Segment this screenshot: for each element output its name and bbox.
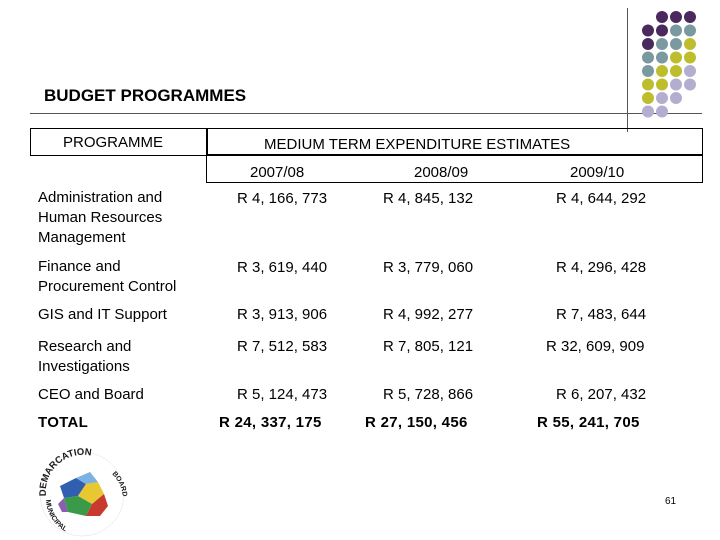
decorative-dot — [656, 92, 668, 104]
value-cell: R 6, 207, 432 — [556, 386, 647, 403]
decorative-dot — [656, 79, 668, 91]
decorative-dot — [642, 92, 654, 104]
decorative-dot — [670, 79, 682, 91]
decorative-dot — [642, 65, 654, 77]
logo-top-text: DEMARCATION — [37, 446, 93, 497]
decorative-dot — [684, 25, 696, 37]
value-cell: R 4, 644, 292 — [556, 190, 647, 207]
decorative-dot — [642, 79, 654, 91]
page-number: 61 — [665, 496, 677, 507]
logo-right-text: BOARD — [110, 470, 128, 498]
year-header-2007-08: 2007/08 — [250, 164, 305, 181]
value-cell: R 7, 483, 644 — [556, 306, 647, 323]
year-header-2008-09: 2008/09 — [414, 164, 469, 181]
total-value: R 24, 337, 175 — [219, 414, 322, 431]
total-value: R 27, 150, 456 — [365, 414, 468, 431]
value-cell: R 32, 609, 909 — [546, 338, 645, 355]
value-cell: R 5, 728, 866 — [383, 386, 474, 403]
decorative-dot — [670, 92, 682, 104]
decorative-dot — [684, 11, 696, 23]
decorative-dot — [684, 65, 696, 77]
decorative-dot — [670, 38, 682, 50]
value-cell: R 5, 124, 473 — [237, 386, 328, 403]
programme-cell: CEO and Board — [38, 386, 144, 403]
municipal-demarcation-board-logo — [34, 446, 130, 538]
logo-bottom-text: MUNICIPAL — [43, 499, 69, 534]
estimates-column-header: MEDIUM TERM EXPENDITURE ESTIMATES — [264, 136, 571, 153]
decorative-dot — [642, 25, 654, 37]
decorative-dot — [656, 38, 668, 50]
value-cell: R 7, 512, 583 — [237, 338, 328, 355]
decorative-dot — [656, 11, 668, 23]
value-cell: R 3, 913, 906 — [237, 306, 328, 323]
decorative-dot — [684, 79, 696, 91]
programme-cell: Finance and Procurement Control — [38, 258, 177, 295]
decorative-dot — [684, 38, 696, 50]
decorative-dot — [656, 25, 668, 37]
value-cell: R 4, 166, 773 — [237, 190, 328, 207]
horizontal-rule — [30, 113, 702, 114]
programme-cell: Administration and Human Resources Management — [38, 189, 163, 246]
decorative-dot — [642, 38, 654, 50]
value-cell: R 4, 845, 132 — [383, 190, 474, 207]
programme-cell: Research and Investigations — [38, 338, 132, 375]
decorative-dot — [642, 106, 654, 118]
programme-column-header: PROGRAMME — [63, 134, 164, 151]
decorative-dot-grid — [640, 10, 720, 120]
total-value: R 55, 241, 705 — [537, 414, 640, 431]
value-cell: R 4, 992, 277 — [383, 306, 474, 323]
slide-title: BUDGET PROGRAMMES — [44, 86, 247, 105]
programme-cell: GIS and IT Support — [38, 306, 167, 323]
total-label: TOTAL — [38, 414, 89, 431]
decorative-dot — [670, 65, 682, 77]
decorative-dot — [670, 11, 682, 23]
decorative-dot — [642, 52, 654, 64]
decorative-dot — [684, 52, 696, 64]
decorative-dot — [656, 52, 668, 64]
decorative-dot — [670, 25, 682, 37]
value-cell: R 3, 619, 440 — [237, 259, 328, 276]
year-header-2009-10: 2009/10 — [570, 164, 625, 181]
value-cell: R 7, 805, 121 — [383, 338, 474, 355]
decorative-dot — [656, 106, 668, 118]
decorative-dot — [656, 65, 668, 77]
decorative-dot — [670, 52, 682, 64]
value-cell: R 3, 779, 060 — [383, 259, 474, 276]
value-cell: R 4, 296, 428 — [556, 259, 647, 276]
